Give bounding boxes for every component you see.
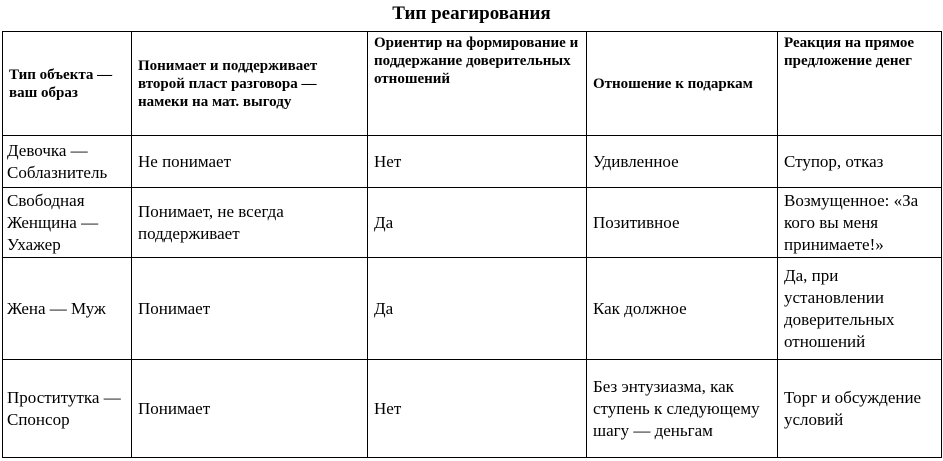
- cell-trust-orientation: Да: [368, 188, 587, 258]
- cell-trust-orientation: Нет: [368, 360, 587, 458]
- table-row: [3, 258, 942, 360]
- cell-second-layer: Не понимает: [132, 136, 368, 188]
- table-header-row: [3, 32, 942, 136]
- table-row: [3, 360, 942, 458]
- header-gifts-attitude: Отношение к подаркам: [587, 32, 778, 136]
- cell-gifts-attitude: Удивленное: [587, 136, 778, 188]
- cell-second-layer: Понимает, не всегда поддерживает: [132, 188, 368, 258]
- header-object-type: Тип объекта — ваш образ: [3, 32, 132, 136]
- cell-money-reaction: Возмущенное: «За кого вы меня принимаете!»: [778, 188, 942, 258]
- table-row: [3, 136, 942, 188]
- reaction-type-table: [2, 31, 942, 458]
- cell-gifts-attitude: Позитивное: [587, 188, 778, 258]
- cell-object-type: Жена — Муж: [3, 258, 132, 360]
- page-title: Тип реагирования: [392, 3, 551, 24]
- table-row: [3, 188, 942, 258]
- cell-trust-orientation: Нет: [368, 136, 587, 188]
- cell-gifts-attitude: Без энтузиазма, как ступень к следующему шагу — деньгам: [587, 360, 778, 458]
- cell-money-reaction: Торг и обсуждение условий: [778, 360, 942, 458]
- cell-gifts-attitude: Как должное: [587, 258, 778, 360]
- cell-money-reaction: Ступор, отказ: [778, 136, 942, 188]
- header-trust-orientation: Ориентир на формирование и поддержание доверительных отношений: [368, 32, 587, 136]
- cell-second-layer: Понимает: [132, 258, 368, 360]
- cell-object-type: Проститутка — Спонсор: [3, 360, 132, 458]
- cell-second-layer: Понимает: [132, 360, 368, 458]
- cell-object-type: Свободная Женщина — Ухажер: [3, 188, 132, 258]
- cell-object-type: Девочка — Соблазнитель: [3, 136, 132, 188]
- header-second-layer: Понимает и поддерживает второй пласт разговора — намеки на мат. выгоду: [132, 32, 368, 136]
- cell-trust-orientation: Да: [368, 258, 587, 360]
- header-money-reaction: Реакция на прямое предложение денег: [778, 32, 942, 136]
- cell-money-reaction: Да, при установлении доверительных отношений: [778, 258, 942, 360]
